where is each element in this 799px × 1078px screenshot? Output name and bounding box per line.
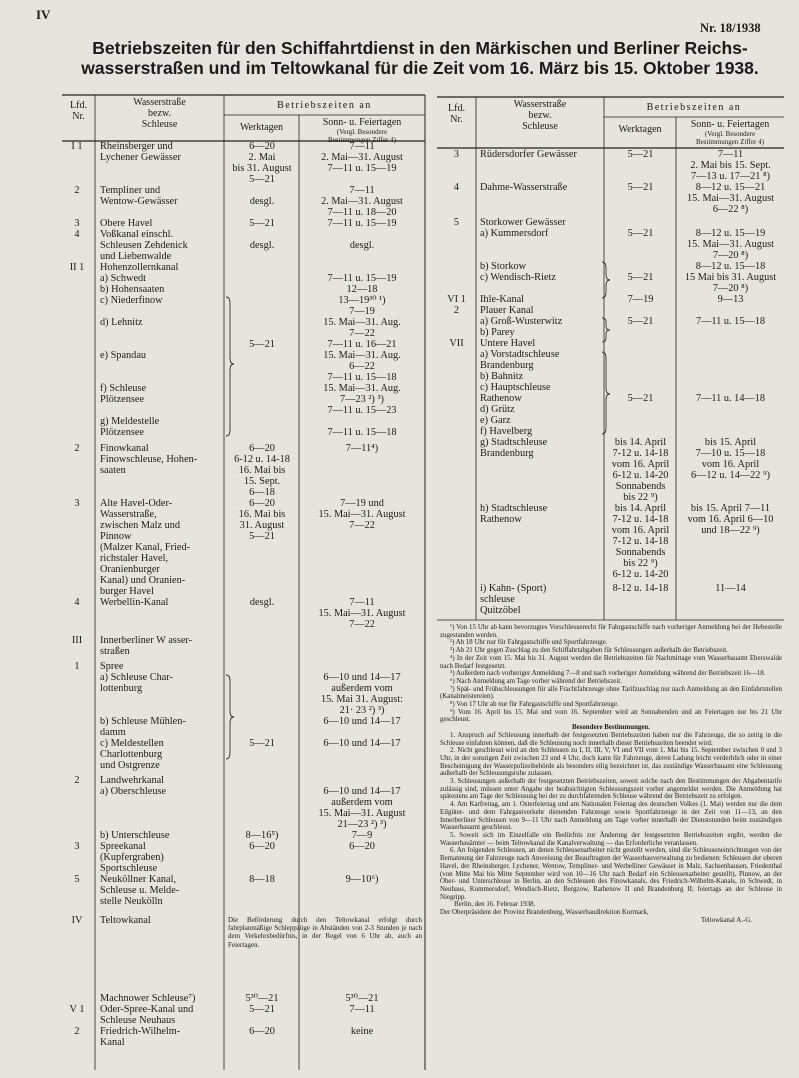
waterway-name: Spree <box>100 661 124 672</box>
werktag-time: 7-12 u. 14-18 <box>612 448 669 459</box>
waterway-name: Spreekanal <box>100 841 146 852</box>
waterway-name: saaten <box>100 465 126 476</box>
right-header-werktagen: Werktagen <box>618 124 662 135</box>
sonntag-time: keine <box>350 1026 374 1037</box>
row-number: VII <box>449 338 464 349</box>
row-number: 2 <box>74 775 80 786</box>
sonntag-time: 7—20 ⁸) <box>712 250 749 261</box>
waterway-name: h) Stadtschleuse <box>480 503 548 514</box>
sonntag-time: 7—13 u. 17—21 ⁸) <box>690 171 771 182</box>
werktag-time: 8—18 <box>249 874 275 885</box>
sonntag-time: 7—11 u. 16—21 <box>327 339 397 350</box>
waterway-name: lottenburg <box>100 683 143 694</box>
sonntag-time: 7—23 ²) ³) <box>340 394 384 405</box>
header-sonn3: Bestimmungen Ziffer 4) <box>328 136 396 144</box>
waterway-name: a) Vorstadtschleuse <box>480 349 560 360</box>
werktag-time: bis 22 ⁹) <box>623 558 658 569</box>
werktag-time: 16. Mai bis <box>238 509 286 520</box>
waterway-name: b) Parey <box>480 327 515 338</box>
waterway-name: Innerberliner W asser- <box>100 635 193 646</box>
sonntag-time: 9—10⁶) <box>345 874 379 885</box>
header-ws2: bezw. <box>148 108 171 119</box>
row-number: 4 <box>453 182 460 193</box>
waterway-name: b) Bahnitz <box>480 371 524 382</box>
sonntag-time: 7—11 <box>349 597 375 608</box>
sonntag-time: 9—13 <box>717 294 744 305</box>
waterway-name: a) Schleuse Char- <box>100 672 173 683</box>
sonntag-time: 7—19 <box>349 306 375 317</box>
werktag-time: Sonnabends <box>615 547 666 558</box>
left-header-lfd <box>62 100 95 122</box>
waterway-name: Finowkanal <box>100 443 149 454</box>
waterway-name: c) Hauptschleuse <box>480 382 551 393</box>
right-header-sonntagen <box>676 119 784 146</box>
werktag-time: 5—21 <box>627 316 654 327</box>
sonntag-time: 8—12 u. 15—19 <box>695 228 766 239</box>
waterway-name: und Liebenwalde <box>100 251 172 262</box>
waterway-name: Plötzensee <box>100 427 145 438</box>
left-header-betriebszeiten: Betriebszeiten an <box>277 100 372 111</box>
waterway-name: burger Havel <box>100 586 154 597</box>
sonntag-time: außerdem vom <box>331 797 393 808</box>
werktag-time: 5—21 <box>249 218 275 229</box>
header-lfd-r: Lfd. <box>448 103 465 114</box>
left-header-wasserstrasse <box>95 97 224 130</box>
werktag-time: bis 14. April <box>614 437 667 448</box>
left-header-werktagen: Werktagen <box>239 122 284 133</box>
header-nr-r: Nr. <box>450 114 463 125</box>
sonntag-time: 7—11 u. 15—18 <box>327 372 397 383</box>
sonntag-time: 7—11 u. 15—23 <box>327 405 397 416</box>
footnote: ³) Ab 21 Uhr gegen Zuschlag zu den Schiffahrtabgaben für Schleusungen außerhalb der Betriebszeit. <box>450 647 728 655</box>
waterway-name: Obere Havel <box>100 218 153 229</box>
header-ws3-r: Schleuse <box>522 121 558 132</box>
waterway-name: Schleusen Zehdenick <box>100 240 188 251</box>
waterway-name: Wentow-Gewässer <box>100 196 178 207</box>
werktag-time: 5³⁰—21 <box>245 993 279 1004</box>
sonntag-time: 8—12 u. 15—21 <box>695 182 766 193</box>
werktag-time: 5—21 <box>627 393 654 404</box>
sonntag-time: 8—12 u. 15—18 <box>695 261 766 272</box>
werktag-time: 6—20 <box>249 141 275 152</box>
sonntag-time: 7—22 <box>349 328 375 339</box>
werktag-time: desgl. <box>249 240 275 251</box>
sonntag-time: 6—10 und 14—17 <box>323 786 401 797</box>
sonntag-time: 12—18 <box>346 284 378 295</box>
footnote: ⁵) Außerdem nach vorheriger Anmeldung 7—8 und nach vorheriger Anmeldung während der Betriebszeit 16—18. <box>450 670 766 678</box>
right-header-wasserstrasse <box>476 99 604 132</box>
werktag-time: Sonnabends <box>615 481 666 492</box>
werktag-time: 5—21 <box>627 182 654 193</box>
row-number: 2 <box>74 443 80 454</box>
row-number: 3 <box>453 149 460 160</box>
waterway-name: b) Unterschleuse <box>100 830 170 841</box>
werktag-time: bis 31. August <box>232 163 292 174</box>
waterway-name: Plötzensee <box>100 394 145 405</box>
title-line-1: Betriebszeiten für den Schiffahrtdienst in den Märkischen und Berliner Reichs- <box>92 38 748 58</box>
sonntag-time: 15. Mai—31. August <box>318 608 406 619</box>
sonntag-time: 7—11 u. 15—19 <box>327 273 397 284</box>
row-number: II 1 <box>69 262 85 273</box>
werktag-time: 6—20 <box>249 1026 275 1037</box>
sonntag-time: 7—11 u. 14—18 <box>695 393 766 404</box>
werktag-time: vom 16. April <box>611 459 670 470</box>
waterway-name: Plauer Kanal <box>480 305 534 316</box>
sonntag-time: vom 16. April 6—10 <box>687 514 774 525</box>
sonntag-time: 7—22 <box>349 619 375 630</box>
sonntag-time: 7—11⁴) <box>345 443 379 454</box>
waterway-name: Friedrich-Wilhelm- <box>100 1026 181 1037</box>
sonntag-time: 15. Mai—31. Aug. <box>323 317 401 328</box>
sonntag-time: 7—22 <box>349 520 375 531</box>
waterway-name: c) Wendisch-Rietz <box>480 272 556 283</box>
besondere-item: 3. Schleusungen außerhalb der festgesetzten Betriebszeiten, soweit solche nach den Bestimmungen der Abgabentarife zulässig sind, müssen unter Angabe der beabsichtigten Schleusungszeit vorher angemeldet werden. Die Anmeldung hat spätestens am Tage der Schleusung bei der zu durchfahrenden Schleuse während der Betriebszeit zu erfolgen. <box>440 778 782 801</box>
waterway-name: Templiner und <box>100 185 161 196</box>
waterway-name: a) Schwedt <box>100 273 147 284</box>
waterway-name: c) Niederfinow <box>100 295 163 306</box>
waterway-name: a) Oberschleuse <box>100 786 167 797</box>
sonntag-time: 2. Mai bis 15. Sept. <box>690 160 771 171</box>
header-sonn1: Sonn- u. Feiertagen <box>322 117 402 128</box>
sonntag-time: 7—11 u. 15—18 <box>695 316 766 327</box>
row-number: 3 <box>74 498 80 509</box>
werktag-time: desgl. <box>249 597 275 608</box>
row-number: IV <box>71 915 83 926</box>
sonntag-time: 6—22 ⁸) <box>712 204 749 215</box>
waterway-name: a) Kummersdorf <box>480 228 549 239</box>
signature-authority: Der Oberpräsident der Provinz Brandenburg, Wasserbaudirektion Kurmark, <box>440 909 649 917</box>
sonntag-time: 6—10 und 14—17 <box>323 672 401 683</box>
werktag-time: 6-12 u. 14-20 <box>612 470 669 481</box>
werktag-time: 8—16⁵) <box>245 830 279 841</box>
besondere-item: 5. Soweit sich im Einzelfalle ein Bedürfnis zur Änderung der festgesetzten Betriebszeiten ergibt, werden die Wasserbauämter — beim Teltowkanal die Kanalverwaltung — das Erforderliche veranlassen. <box>440 831 782 847</box>
sonntag-time: und 18—22 ⁹) <box>701 525 760 536</box>
waterway-name: Charlottenburg <box>100 749 163 760</box>
sonntag-time: 11—14 <box>715 583 746 594</box>
werktag-time: 31. August <box>239 520 285 531</box>
header-ws1: Wasserstraße <box>133 97 186 108</box>
werktag-time: 2. Mai <box>248 152 276 163</box>
footnote: ⁷) Spät- und Frühschleusungen für alle Frachtfahrzeuge ohne Tarifzuschlag nur nach Anmeldung an den Einfahrtstellen (Kanalmeistereien). <box>440 685 782 701</box>
sonntag-time: 6—10 und 14—17 <box>323 716 401 727</box>
waterway-name: i) Kahn- (Sport) <box>480 583 547 594</box>
sonntag-time: 7—10 u. 15—18 <box>695 448 766 459</box>
row-number: 4 <box>74 229 80 240</box>
waterway-name: (Malzer Kanal, Fried- <box>100 542 191 553</box>
signature-company: Teltowkanal A.-G. <box>701 916 752 924</box>
waterway-name: Rüdersdorfer Gewässer <box>480 149 577 160</box>
werktag-time: 5—21 <box>627 272 654 283</box>
row-number: 3 <box>74 841 80 852</box>
waterway-name: Pinnow <box>100 531 132 542</box>
header-lfd: Lfd. <box>70 100 87 111</box>
row-number: 4 <box>74 597 80 608</box>
row-number: 3 <box>74 218 80 229</box>
waterway-name: Brandenburg <box>480 448 534 459</box>
werktag-time: 16. Mai bis <box>238 465 286 476</box>
row-number: 2 <box>453 305 460 316</box>
sonntag-time: 15. Mai—31. August <box>318 808 406 819</box>
werktag-time: 6—20 <box>249 841 275 852</box>
sonntag-time: 7—11 u. 15—19 <box>327 163 397 174</box>
page-number: IV <box>36 7 51 22</box>
waterway-name: g) Stadtschleuse <box>480 437 548 448</box>
waterway-name: Neuköllner Kanal, <box>100 874 177 885</box>
row-number: I 1 <box>71 141 83 152</box>
sonntag-time: 15. Mai—31. Aug. <box>323 383 401 394</box>
sonntag-time: 15. Mai—31. August <box>318 509 406 520</box>
sonntag-time: 13—19³⁰ ¹) <box>338 295 386 306</box>
sonntag-time: 7—11 u. 15—19 <box>327 218 397 229</box>
waterway-name: d) Lehnitz <box>100 317 143 328</box>
waterway-name: Hohenzollernkanal <box>100 262 179 273</box>
sonntag-time: desgl. <box>349 240 375 251</box>
waterway-name: Wasserstraße, <box>100 509 157 520</box>
werktag-time: 6—20 <box>249 443 275 454</box>
sonntag-time: 15 Mai bis 31. August <box>684 272 777 283</box>
row-number: III <box>71 635 83 646</box>
footnote: ⁶) Nach Anmeldung am Tage vorher während der Betriebszeit. <box>450 677 622 685</box>
left-header-sonntagen <box>299 117 425 144</box>
waterway-name: Brandenburg <box>480 360 534 371</box>
sonntag-time: 2. Mai—31. August <box>321 152 403 163</box>
waterway-name: Voßkanal einschl. <box>100 229 174 240</box>
sonntag-time: 15. Mai—31. August <box>687 239 774 250</box>
waterway-name: b) Storkow <box>480 261 527 272</box>
teltow-note: Die Beförderung durch den Teltowkanal erfolgt durch fahrplanmäßige Schleppzüge in Abständen von 2-3 Stunden je nach dem Verkehrsbedürfnis, in der Regel von 6 Uhr ab, auch an Feiertagen. <box>228 916 422 949</box>
header-sonn2-r: (Vergl. Besondere <box>704 130 756 138</box>
werktag-time: 5—21 <box>249 1004 275 1015</box>
waterway-name: Machnower Schleuse⁷) <box>100 993 196 1004</box>
sonntag-time: 15. Mai—31. Aug. <box>323 350 401 361</box>
sonntag-time: 7—19 und <box>340 498 384 509</box>
waterway-name: damm <box>100 727 126 738</box>
row-number: 5 <box>453 217 460 228</box>
sonntag-time: 6—12 u. 14—22 ⁹) <box>690 470 771 481</box>
row-number: V 1 <box>69 1004 85 1015</box>
waterway-name: Storkower Gewässer <box>480 217 566 228</box>
waterway-name: Schleuse Neuhaus <box>100 1015 176 1026</box>
header-sonn2: (Vergl. Besondere <box>336 128 388 136</box>
row-number: 2 <box>74 185 80 196</box>
waterway-name: b) Hohensaaten <box>100 284 165 295</box>
waterway-name: Alte Havel-Oder- <box>100 498 173 509</box>
footnote: ¹) Von 15 Uhr ab kann bevorzugtes Vorschleuserecht für Fahrgastschiffe nach vorheriger Anmeldung bei der Hebestelle zugestanden werden. <box>440 624 782 639</box>
waterway-name: (Kupfergraben) <box>100 852 164 863</box>
row-number: VI 1 <box>447 294 466 305</box>
waterway-name: Ihle-Kanal <box>480 294 525 305</box>
waterway-name: Untere Havel <box>480 338 536 349</box>
werktag-time: 5—21 <box>627 149 654 160</box>
besondere-item: 4. Am Karfreitag, am 1. Osterfeiertag und am Nationalen Feiertag des deutschen Volkes (1. Mai) werden nur die dem Eilgüter- und dem Fahrgastverkehr dienenden Fahrzeuge sowie Sportfahrzeuge in der Zeit von 11—13, an den Innerberliner Schleusen von 9—11 Uhr nach Anmeldung am Tage vorher innerhalb der Dienststunden beim zuständigen Wasserbauamt geschleust. <box>440 801 782 832</box>
werktag-time: desgl. <box>249 196 275 207</box>
besondere-item: 1. Anspruch auf Schleusung innerhalb der festgesetzten Betriebszeiten haben nur die Fahrzeuge, die so zeitig in die Schleuse einfahren können, daß die Schleusung noch innerhalb dieser Betriebszeiten beendet wird. <box>440 731 782 747</box>
waterway-name: f) Havelberg <box>480 426 533 437</box>
waterway-name: Lychener Gewässer <box>100 152 181 163</box>
sonntag-time: 7—11 <box>717 149 744 160</box>
footnote: ²) Ab 18 Uhr nur für Fahrgastschiffe und Sportfahrzeuge. <box>450 639 608 647</box>
sonntag-time: 6—20 <box>349 841 375 852</box>
sonntag-time: 21· 23 ²) ³) <box>339 705 385 716</box>
sonntag-time: 7—11 <box>349 1004 375 1015</box>
sonntag-time: 2. Mai—31. August <box>321 196 403 207</box>
header-sonn1-r: Sonn- u. Feiertagen <box>690 119 770 130</box>
waterway-name: Rathenow <box>480 393 522 404</box>
footnotes <box>440 624 782 724</box>
besondere-item: 2. Nicht geschleust wird an den Schleusen zu I, II, III, V, VI und VII vom 1. Mai bis 15. September zwischen 0 und 3 Uhr, in der sonstigen Zeit zwischen 23 und 4 Uhr, doch kann für Fahrzeuge, deren Ladung leicht verderblich oder in einer Bescheinigung der Wasserpolizeibehörde als besonders eilig bezeichnet ist, das zuständige Wasserbauamt eine Schleusung außerhalb der Schleusungsruhe zulassen. <box>440 747 782 778</box>
waterway-name: straßen <box>100 646 130 657</box>
signature-date: Berlin, den 16. Februar 1938. <box>454 901 536 909</box>
sonntag-time: 15. Mai—31. August <box>687 193 774 204</box>
werktag-time: bis 22 ⁹) <box>623 492 658 503</box>
notes-block <box>440 624 782 924</box>
waterway-name: c) Meldestellen <box>100 738 164 749</box>
waterway-name: Kanal) und Oranien- <box>100 575 186 586</box>
header-ws3: Schleuse <box>141 119 178 130</box>
waterway-name: b) Schleuse Mühlen- <box>100 716 186 727</box>
footnote: ⁹) Vom 16. April bis 15. Mai und vom 16. September wird an Sonnabenden und an Feiertagen nur bis 21 Uhr geschleust. <box>440 708 782 724</box>
footnote: ⁸) Von 17 Uhr ab nur für Fahrgastschiffe und Sportfahrzeuge. <box>450 701 619 709</box>
sonntag-time: 7—11 <box>349 141 375 152</box>
sonntag-time: 7—11 u. 15—18 <box>327 427 397 438</box>
row-number: 2 <box>74 1026 80 1037</box>
row-number: 5 <box>74 874 80 885</box>
right-header-lfd <box>437 103 476 125</box>
waterway-name: schleuse <box>480 594 515 605</box>
werktag-time: 5—21 <box>249 531 275 542</box>
header-sonn3-r: Bestimmungen Ziffer 4) <box>696 138 764 146</box>
waterway-name: stelle Neukölln <box>100 896 163 907</box>
werktag-time: 5—21 <box>249 738 275 749</box>
werktag-time: 6-12 u. 14-18 <box>234 454 290 465</box>
waterway-name: Oder-Spree-Kanal und <box>100 1004 194 1015</box>
sonntag-time: 6—22 <box>349 361 375 372</box>
waterway-name: Teltowkanal <box>100 915 151 926</box>
sonntag-time: 7—9 <box>351 830 373 841</box>
issue-number: Nr. 18/1938 <box>700 21 761 35</box>
sonntag-time: 15. Mai 31. August: <box>320 694 404 705</box>
waterway-name: Quitzöbel <box>480 605 521 616</box>
title-line-2: wasserstraßen und im Teltowkanal für die Zeit vom 16. März bis 15. Oktober 1938. <box>81 58 759 78</box>
sonntag-time: 7—11 <box>349 185 375 196</box>
waterway-name: Werbellin-Kanal <box>100 597 169 608</box>
besondere-bestimmungen <box>440 732 782 901</box>
waterway-name: Finowschleuse, Hohen- <box>100 454 198 465</box>
waterway-name: f) Schleuse <box>100 383 147 394</box>
sonntag-time: bis 15. April 7—11 <box>690 503 771 514</box>
sonntag-time: bis 15. April <box>704 437 757 448</box>
werktag-time: 7-12 u. 14-18 <box>612 514 669 525</box>
werktag-time: 6-12 u. 14-20 <box>612 569 669 580</box>
waterway-name: und Ostgrenze <box>100 760 160 771</box>
waterway-name: Dahme-Wasserstraße <box>480 182 568 193</box>
waterway-name: zwischen Malz und <box>100 520 181 531</box>
werktag-time: bis 14. April <box>614 503 667 514</box>
waterway-name: Rathenow <box>480 514 522 525</box>
waterway-name: Oranienburger <box>100 564 160 575</box>
sonntag-time: 7—20 ⁸) <box>712 283 749 294</box>
header-ws2-r: bezw. <box>528 110 552 121</box>
waterway-name: a) Groß-Wusterwitz <box>480 316 563 327</box>
sonntag-time: 21—23 ²) ³) <box>337 819 387 830</box>
werktag-time: 8-12 u. 14-18 <box>612 583 669 594</box>
werktag-time: 5—21 <box>627 228 654 239</box>
waterway-name: richstaler Havel, <box>100 553 169 564</box>
waterway-name: Rheinsberger und <box>100 141 173 152</box>
waterway-name: e) Garz <box>480 415 511 426</box>
waterway-name: Schleuse u. Melde- <box>100 885 180 896</box>
row-number: 1 <box>74 661 80 672</box>
werktag-time: 7—19 <box>627 294 654 305</box>
werktag-time: 6—18 <box>249 487 275 498</box>
werktag-time: vom 16. April <box>611 525 670 536</box>
werktag-time: 5—21 <box>249 174 275 185</box>
footnote: ⁴) In der Zeit vom 15. Mai bis 31. August werden die Betriebszeiten für Nachmittage vom Wasserbauamt Eberswalde nach Bedarf festgesetzt. <box>440 654 782 670</box>
waterway-name: g) Meldestelle <box>100 416 160 427</box>
header-ws1-r: Wasserstraße <box>513 99 567 110</box>
waterway-name: Sportschleuse <box>100 863 158 874</box>
besondere-title: Besondere Bestimmungen. <box>572 724 650 732</box>
werktag-time: 5—21 <box>249 339 275 350</box>
header-nr: Nr. <box>72 111 85 122</box>
right-header-betriebszeiten: Betriebszeiten an <box>646 102 742 113</box>
waterway-name: Kanal <box>100 1037 125 1048</box>
werktag-time: 6—20 <box>249 498 275 509</box>
sonntag-time: 7—11 u. 18—20 <box>327 207 397 218</box>
sonntag-time: außerdem vom <box>331 683 393 694</box>
waterway-name: Landwehrkanal <box>100 775 165 786</box>
sonntag-time: vom 16. April <box>701 459 760 470</box>
sonntag-time: 6—10 und 14—17 <box>323 738 401 749</box>
sonntag-time: 5³⁰—21 <box>345 993 379 1004</box>
werktag-time: 7-12 u. 14-18 <box>612 536 669 547</box>
waterway-name: e) Spandau <box>100 350 147 361</box>
besondere-item: 6. An folgenden Schleusen, an denen Schleusenarbeiter nicht gestellt werden, sind die Schleuseneinrichtungen von der Bemannung der Fahrzeuge nach Anweisung der Beauftragten der Wasserbauverwaltung zu bedienen: Schleusen der oberen Havel, der Rheinsberger, Lychener, Wentow, Templiner- und Werbelliner Gewässer in Malz, Sachsenhausen, Friedenthal (von Mitte Mai bis Mitte September wird von 10—16 Uhr nach Bedarf ein Schleusenarbeiter gestellt), Pinnow, an der Ober- und Unterschleuse in Berlin, an den Schleusen des Finowkanals, des Friedrich-Wilhelm-Kanals, in Schwedt, in Neubaus, Kummersdorf, Wendisch-Rietz, Bergzow, Rathenow II und Brandenburg II; feiertags an der Schleuse in Niegripp. <box>440 847 782 901</box>
waterway-name: d) Grütz <box>480 404 515 415</box>
werktag-time: 15. Sept. <box>243 476 281 487</box>
